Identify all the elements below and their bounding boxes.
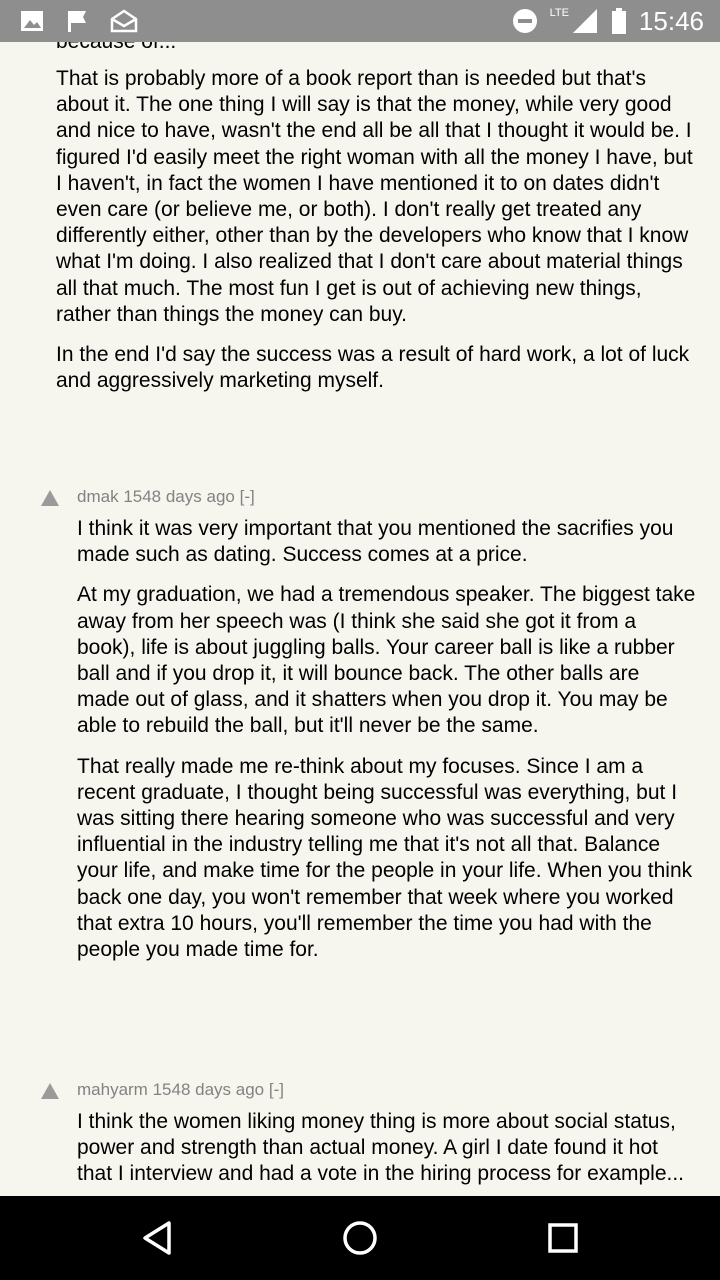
signal-icon — [571, 8, 599, 34]
comment-body — [77, 516, 697, 963]
upvote-arrow-icon[interactable] — [41, 490, 59, 506]
clock: 15:46 — [638, 6, 704, 36]
recents-icon[interactable] — [543, 1218, 583, 1258]
mail-icon — [110, 9, 138, 33]
navigation-bar — [0, 1196, 720, 1280]
comment-paragraph: That really made me re-think about my focuses. Since I am a recent graduate, I thought being successful was everything, but I was sitting there hearing someone who was successful and very influential in the industry telling me that it's not all that. Balance your life, and make time for the people in your life. When you think back one day, you won't remember that week where you worked that extra 10 hours, you'll remember the time you had with the people you made time for. — [77, 754, 693, 962]
comment-thread[interactable] — [0, 42, 720, 1196]
comment-paragraph: I think it was very important that you mentioned the sacrifies you made such as dating. Success comes at a price. — [77, 517, 674, 567]
status-bar — [0, 0, 720, 42]
comment-meta — [77, 1080, 284, 1100]
comment-paragraph: In the end I'd say the success was a result of hard work, a lot of luck and aggressively marketing myself. — [56, 343, 690, 393]
parent-comment-body — [56, 66, 696, 394]
comment-username[interactable]: mahyarm — [77, 1080, 148, 1099]
comment-age[interactable]: 1548 days ago — [123, 487, 235, 506]
flag-icon — [66, 9, 88, 33]
collapse-toggle[interactable]: [-] — [268, 1080, 284, 1099]
comment-paragraph: I think the women liking money thing is more about social status, power and strength than actual money. A girl I date found it hot that I interview and had a vote in the hiring process for example... — [77, 1110, 685, 1186]
comment-paragraph: At my graduation, we had a tremendous speaker. The biggest take away from her speech was (I think she said she got it from a book), life is about juggling balls. Your career ball is like a rubber ball and if you drop it, it will bounce back. The other balls are made out of glass, and it shatters when you drop it. You may be able to rebuild the ball, but it'll never be the same. — [77, 583, 696, 738]
comment-age[interactable]: 1548 days ago — [152, 1080, 265, 1099]
do-not-disturb-icon — [512, 8, 538, 34]
comment-meta — [77, 487, 255, 507]
upvote-arrow-icon[interactable] — [41, 1083, 59, 1099]
image-icon — [20, 9, 44, 33]
back-icon[interactable] — [139, 1218, 179, 1258]
home-icon[interactable] — [340, 1218, 380, 1258]
comment-paragraph: That is probably more of a book report than is needed but that's about it. The one thing I will say is that the money, while very good and nice to have, wasn't the end all be all that I thought it would be. I figured I'd easily meet the right woman with all the money I have, but I haven't, in fact the women I have mentioned it to on dates didn't even care (or believe me, or both). I don't really get treated any differently either, other than by the developers who know that I know what I'm doing. I also realized that I don't care about material things all that much. The most fun I get is out of achieving new things, rather than things the money can buy. — [56, 67, 693, 326]
comment-body — [77, 1109, 697, 1188]
network-type: LTE — [549, 7, 569, 19]
comment-username[interactable]: dmak — [77, 487, 119, 506]
collapse-toggle[interactable]: [-] — [239, 487, 255, 506]
battery-icon — [611, 7, 627, 35]
